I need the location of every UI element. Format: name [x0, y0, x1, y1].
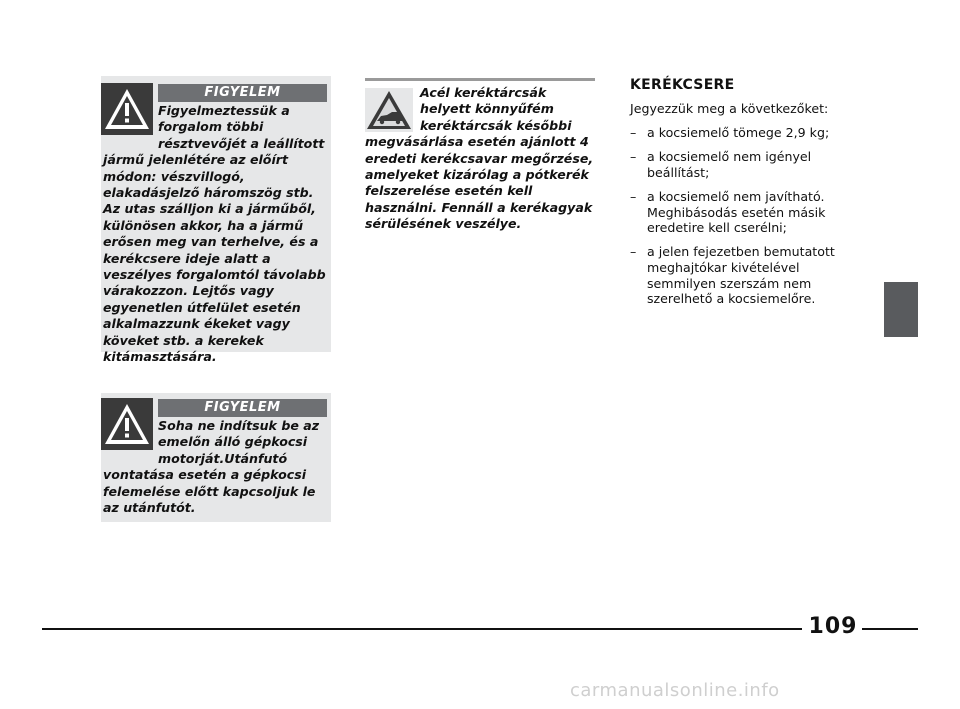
warning-tag-1: FIGYELEM: [158, 84, 327, 102]
note-list: [630, 125, 870, 315]
warning-text-1: Figyelmeztessük a forgalom többi résztvevőjét a leállított jármű jelenlétére az előírt módon: vészvillogó, elakadásjelző háromszög stb. Az utas szálljon ki a járműből, különösen akkor, ha a jármű erősen meg van terhelve, és a kerékcsere ideje alatt a veszélyes forgalomtól távolabb várakozzon. Lejtős vagy egyenetlen útfelület esetén alkalmazzunk ékeket vagy köveket stb. a kerekek kitámasztására.: [103, 103, 326, 365]
chapter-tab-marker: [884, 282, 918, 337]
footer-rule-left: [42, 628, 802, 630]
warning-text-2: Soha ne indítsuk be az emelőn álló gépkocsi motorját.Utánfutó vontatása esetén a gépkocsi felemelése előtt kapcsoljuk le az utánfutót.: [103, 418, 320, 516]
caution-text: Acél keréktárcsák helyett könnyűfém keréktárcsák későbbi megvásárlása esetén ajánlott 4 eredeti kerékcsavar megőrzése, amelyeket kizárólag a pótkerék felszerelése esetén kell használni. Fennáll a kerékagyak sérülésének veszélye.: [365, 85, 594, 232]
section-intro: Jegyezzük meg a következőket:: [630, 101, 829, 116]
warning-tag-2: FIGYELEM: [158, 399, 327, 417]
list-item: – a kocsiemelő nem javítható. Meghibásodás esetén másik eredetire kell cserélni;: [630, 188, 826, 236]
watermark: carmanualsonline.info: [570, 680, 780, 701]
list-item: – a kocsiemelő tömege 2,9 kg;: [630, 125, 830, 140]
list-item: – a jelen fejezetben bemutatott meghajtókar kivételével semmilyen szerszám nem szerelhető a kocsiemelőre.: [630, 244, 835, 307]
page-number: 109: [808, 614, 858, 639]
footer-rule-right: [862, 628, 918, 630]
list-item: – a kocsiemelő nem igényel beállítást;: [630, 149, 812, 180]
section-title: KERÉKCSERE: [630, 77, 735, 93]
caution-rule: [365, 78, 595, 81]
